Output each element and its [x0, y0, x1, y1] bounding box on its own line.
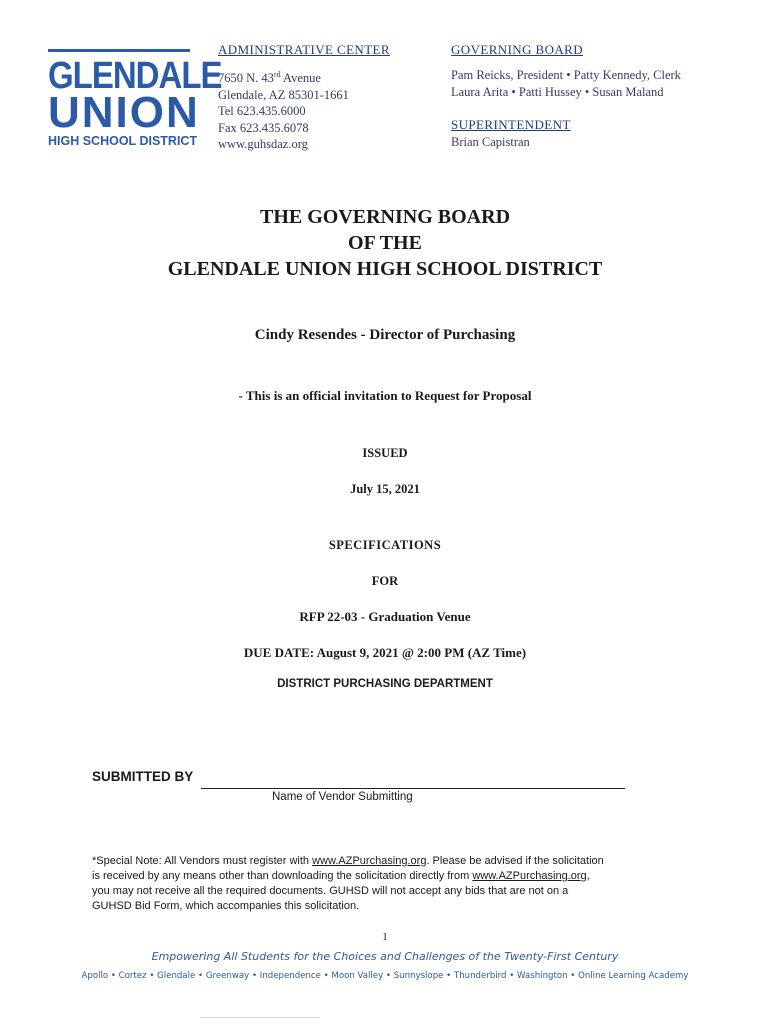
special-note-line-2	[92, 869, 692, 884]
page-title	[0, 204, 770, 282]
fax: Fax 623.435.6078	[218, 120, 309, 135]
governing-board-members-line1: Pam Reicks, President • Patty Kennedy, Clerk	[451, 68, 681, 82]
superintendent-name: Brian Capistran	[451, 135, 530, 149]
administrative-center-block	[218, 42, 390, 153]
administrative-center-title: ADMINISTRATIVE CENTER	[218, 42, 390, 57]
note-line1-end: . Please be advised if the solicitation	[426, 855, 604, 867]
title-line-3: GLENDALE UNION HIGH SCHOOL DISTRICT	[167, 258, 603, 280]
website-link[interactable]: www.guhsdaz.org	[218, 137, 308, 152]
azpurchasing-link-2[interactable]: www.AZPurchasing.org	[472, 870, 587, 882]
azpurchasing-link-1[interactable]: www.AZPurchasing.org	[312, 855, 427, 867]
director-of-purchasing: Cindy Resendes - Director of Purchasing	[254, 327, 516, 343]
page-number: 1	[382, 931, 388, 943]
superintendent-title: SUPERINTENDENT	[451, 117, 571, 132]
purchasing-department: DISTRICT PURCHASING DEPARTMENT	[277, 678, 493, 690]
specifications-label: SPECIFICATIONS	[328, 538, 442, 552]
district-tagline: Empowering All Students for the Choices and Challenges of the Twenty-First Century	[151, 950, 619, 963]
telephone: Tel 623.435.6000	[218, 104, 306, 119]
note-line2-start: is received by any means other than downloading the solicitation directly from	[92, 870, 473, 882]
due-date: DUE DATE: August 9, 2021 @ 2:00 PM (AZ Time)	[243, 645, 527, 660]
governing-board-block	[451, 42, 681, 100]
issued-date: July 15, 2021	[350, 482, 420, 496]
vendor-name-signature-line[interactable]	[201, 788, 625, 789]
address-street-superscript: rd	[273, 70, 281, 79]
logo-top-rule	[48, 49, 190, 52]
special-note	[92, 854, 692, 914]
logo-word-high-school-district: HIGH SCHOOL DISTRICT	[48, 134, 198, 148]
special-note-line-1	[92, 854, 692, 869]
address-street	[218, 67, 390, 87]
address-street-number: 7650 N. 43	[218, 71, 274, 86]
bottom-divider	[200, 1017, 320, 1018]
logo-word-glendale: GLENDALE	[48, 53, 222, 97]
school-list: Apollo • Cortez • Glendale • Greenway • Independence • Moon Valley • Sunnyslope • Thunderbird • Washington • Online Learning Academy	[81, 971, 689, 981]
address-street-name: Avenue	[280, 71, 321, 86]
district-logo	[48, 49, 222, 148]
title-line-1: THE GOVERNING BOARD	[259, 206, 511, 228]
rfp-title: RFP 22-03 - Graduation Venue	[299, 609, 471, 624]
issued-label: ISSUED	[362, 446, 408, 460]
for-label: FOR	[371, 574, 399, 588]
note-line2-end: ,	[586, 870, 590, 882]
invitation-text: - This is an official invitation to Request for Proposal	[238, 388, 532, 403]
note-line1-start: *Special Note: All Vendors must register with	[92, 855, 313, 867]
submitted-by-label: SUBMITTED BY	[92, 769, 194, 784]
address-city: Glendale, AZ 85301-1661	[218, 87, 349, 102]
special-note-line-4: GUHSD Bid Form, which accompanies this solicitation.	[92, 900, 360, 912]
governing-board-title: GOVERNING BOARD	[451, 42, 584, 57]
superintendent-block	[451, 117, 571, 151]
special-note-line-3: you may not receive all the required documents. GUHSD will not accept any bids that are not on a	[92, 885, 569, 897]
governing-board-members-line2: Laura Arita • Patti Hussey • Susan Maland	[451, 84, 664, 99]
title-line-2: OF THE	[348, 232, 422, 254]
logo-word-union: UNION	[48, 88, 200, 137]
vendor-name-caption: Name of Vendor Submitting	[272, 791, 413, 803]
